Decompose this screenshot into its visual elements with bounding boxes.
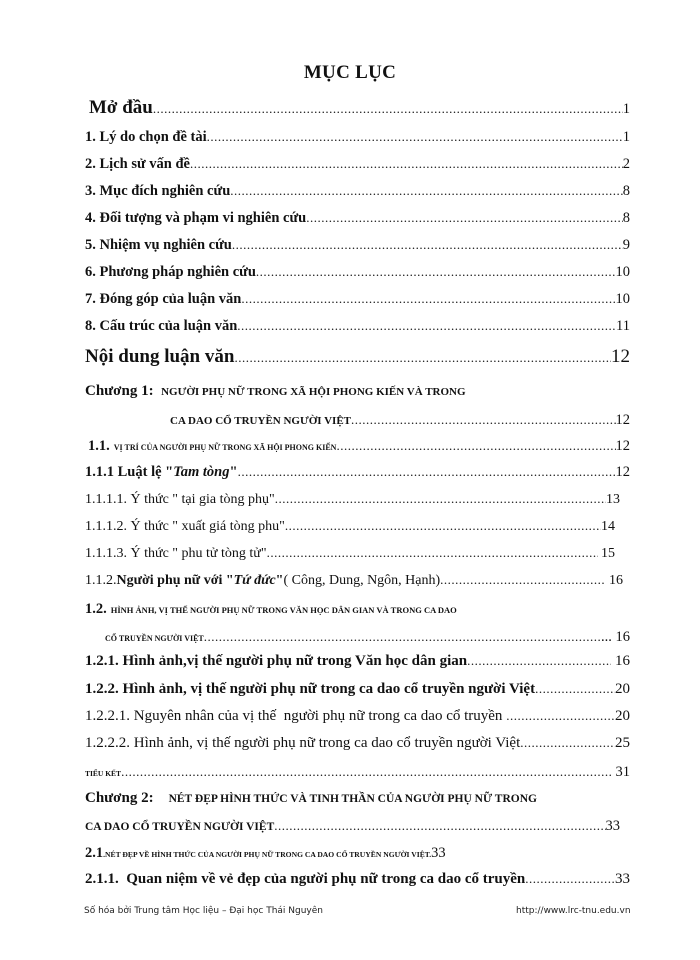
toc-entry: 1.1. VỊ TRÍ CỦA NGƯỜI PHỤ NỮ TRONG XÃ HỘI PHONG KIẾN ..... 12 — [88, 437, 630, 455]
toc-entry: 2.1.1. Quan niệm về vẻ đẹp của người phụ nữ trong ca dao cổ truyền ..... 33 — [85, 871, 630, 888]
toc-entry: CA DAO CỔ TRUYỀN NGƯỜI VIỆT ..... 12 — [170, 411, 630, 429]
toc-entry: 1.2.2.2. Hình ảnh, vị thế người phụ nữ trong ca dao cổ truyền người Việt ..... 25 — [85, 735, 630, 752]
toc-entry: 2. Lịch sử vấn đề ..... 2 — [85, 156, 630, 173]
toc-entry: 7. Đóng góp của luận văn ..... 10 — [85, 291, 630, 308]
toc-entry: 3. Mục đích nghiên cứu ..... 8 — [85, 183, 630, 200]
toc-entry: 5. Nhiệm vụ nghiên cứu ..... 9 — [85, 237, 630, 254]
toc-entry: 1.2.2.1. Nguyên nhân của vị thế người phụ nữ trong ca dao cổ truyền ..... 20 — [85, 708, 630, 725]
footer-source: Số hóa bởi Trung tâm Học liệu – Đại học Thái Nguyên — [84, 906, 323, 916]
toc-chapter-heading: Chương 1: NGƯỜI PHỤ NỮ TRONG XÃ HỘI PHONG KIẾN VÀ TRONG — [85, 383, 466, 399]
page-title: MỤC LỤC — [303, 62, 397, 83]
toc-entry: 1.2.1. Hình ảnh,vị thế người phụ nữ trong Văn học dân gian ..... 16 — [85, 653, 630, 670]
toc-entry: 4. Đối tượng và phạm vi nghiên cứu ..... 8 — [85, 210, 630, 227]
footer-url[interactable]: http://www.lrc-tnu.edu.vn — [516, 906, 631, 916]
toc-section-heading: 1.2. HÌNH ẢNH, VỊ THẾ NGƯỜI PHỤ NỮ TRONG VĂN HỌC DÂN GIAN VÀ TRONG CA DAO — [85, 601, 457, 617]
toc-entry: 1.2.2. Hình ảnh, vị thế người phụ nữ trong ca dao cổ truyền người Việt ..... 20 — [85, 681, 630, 698]
toc-entry: 1.1.1 Luật lệ " Tam tòng " ..... 12 — [85, 464, 630, 481]
toc-entry: 1.1.2. Người phụ nữ với " Tứ đức " ( Công, Dung, Ngôn, Hạnh) ..... 16 — [85, 572, 623, 589]
toc-entry: Nội dung luận văn ..... 12 — [85, 346, 630, 368]
toc-chapter-heading: Chương 2: NÉT ĐẸP HÌNH THỨC VÀ TINH THẦN CỦA NGƯỜI PHỤ NỮ TRONG — [85, 790, 537, 806]
toc-entry: 1.1.1.2. Ý thức " xuất giá tòng phu" ..... 14 — [85, 518, 615, 535]
toc-entry: 2.1 .NÉT ĐẸP VỀ HÌNH THỨC CỦA NGƯỜI PHỤ NỮ TRONG CA DAO CỔ TRUYỀN NGƯỜI VIỆT. 33 — [85, 845, 446, 861]
toc-entry: CA DAO CỔ TRUYỀN NGƯỜI VIỆT ..... 33 — [85, 817, 620, 835]
toc-entry: 1. Lý do chọn đề tài ..... 1 — [85, 129, 630, 146]
toc-entry: 1.1.1.3. Ý thức " phu tử tòng tử" ..... 15 — [85, 545, 615, 562]
toc-entry: Mở đầu ..... 1 — [89, 97, 630, 119]
toc-entry: 6. Phương pháp nghiên cứu ..... 10 — [85, 264, 630, 281]
toc-entry: 8. Cấu trúc của luận văn ..... 11 — [85, 318, 630, 335]
toc-entry: CỔ TRUYỀN NGƯỜI VIỆT ..... ... 16 — [105, 628, 630, 646]
toc-entry: 1.1.1.1. Ý thức " tại gia tòng phụ" ..... 13 — [85, 491, 620, 508]
toc-entry: TIỂU KẾT ..... 31 — [85, 763, 630, 781]
